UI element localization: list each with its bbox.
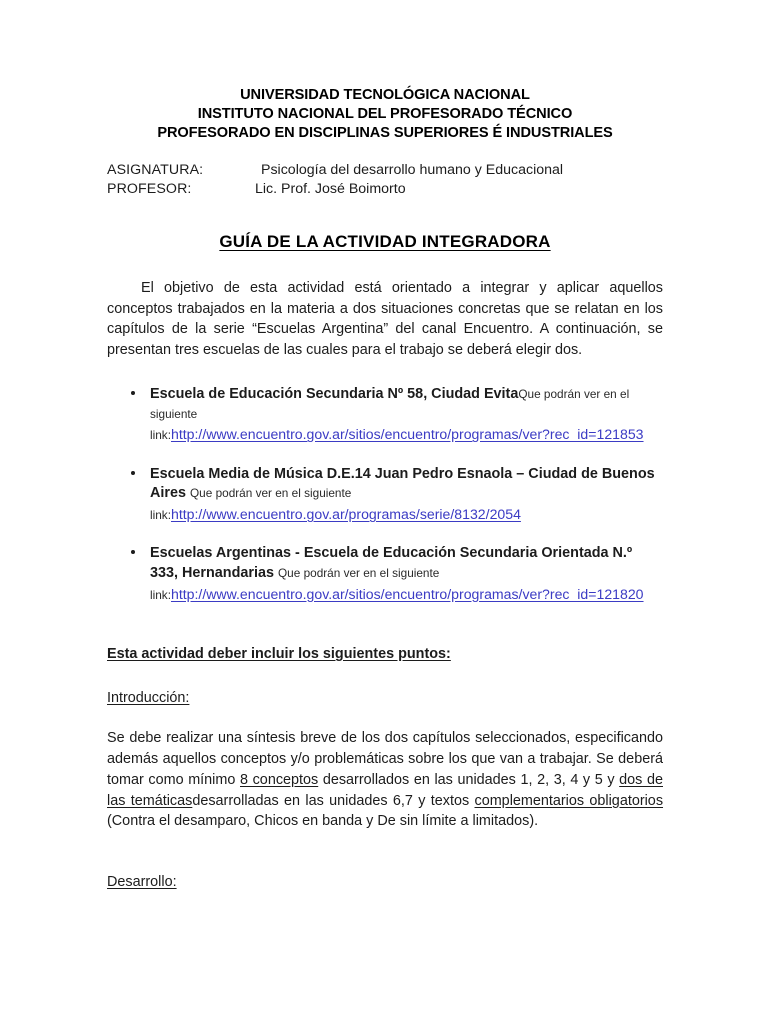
bullet-icon — [131, 550, 135, 554]
institution-header-line-3: PROFESORADO EN DISCIPLINAS SUPERIORES É INDUSTRIALES — [157, 124, 613, 141]
school-note: Que podrán ver en el siguiente — [190, 486, 352, 501]
professor-value: Lic. Prof. José Boimorto — [255, 180, 406, 197]
introduction-heading — [107, 690, 663, 706]
introduction-body-part-4: (Contra el desamparo, Chicos en banda y De sin límite a limitados). — [107, 813, 539, 830]
development-heading-text: Desarrollo: — [107, 874, 177, 891]
link-label: link: — [150, 428, 171, 443]
school-link[interactable]: http://www.encuentro.gov.ar/programas/serie/8132/2054 — [170, 505, 521, 522]
page-title — [107, 232, 663, 252]
link-label: link: — [150, 587, 171, 602]
link-label: link: — [150, 507, 171, 522]
introduction-emphasis-tematicas: dos de las temáticas — [107, 771, 663, 809]
school-note: Que podrán ver en el siguiente — [150, 387, 630, 421]
subject-label: ASIGNATURA: — [107, 161, 204, 178]
institution-header-line-1: UNIVERSIDAD TECNOLÓGICA NACIONAL — [240, 87, 530, 103]
subject-value: Psicología del desarrollo humano y Educacional — [261, 161, 564, 178]
introduction-emphasis-complementarios: complementarios obligatorios — [474, 792, 664, 809]
introduction-emphasis-concepts: 8 conceptos — [240, 771, 319, 788]
requirements-heading — [107, 646, 663, 662]
school-list — [107, 385, 663, 604]
document-content — [107, 86, 663, 890]
school-link-line — [150, 505, 663, 524]
professor-row — [107, 180, 663, 199]
list-item — [107, 544, 663, 604]
introduction-body-part-2: desarrollados en las unidades 1, 2, 3, 4 y 5 y — [318, 771, 620, 788]
school-name: Escuela de Educación Secundaria Nº 58, Ciudad Evita — [150, 386, 519, 403]
intro-paragraph: El objetivo de esta actividad está orientado a integrar y aplicar aquellos conceptos trabajados en la materia a dos situaciones concretas que se relatan en los capítulos de la serie “Escuelas Argentina” del canal Encuentro. A continuación, se presentan tres escuelas de las cuales para el trabajo se deberá elegir dos. — [107, 279, 663, 359]
introduction-body — [107, 728, 663, 832]
professor-label: PROFESOR: — [107, 180, 192, 197]
school-link-line — [150, 425, 663, 444]
institution-header — [107, 86, 663, 143]
introduction-heading-text: Introducción: — [107, 689, 190, 706]
subject-row — [107, 161, 663, 180]
bullet-icon — [131, 471, 135, 475]
introduction-body-part-3: desarrolladas en las unidades 6,7 y textos — [192, 792, 475, 809]
school-note: Que podrán ver en el siguiente — [278, 565, 440, 580]
list-item — [107, 465, 663, 525]
page-title-text: GUÍA DE LA ACTIVIDAD INTEGRADORA — [219, 231, 551, 251]
introduction-body-part-1: Se debe realizar una síntesis breve de los dos capítulos seleccionados, especificando además aquellos conceptos y/o problemáticas sobre los que van a trabajar. Se deberá tomar como mínimo — [107, 729, 663, 788]
institution-header-line-2: INSTITUTO NACIONAL DEL PROFESORADO TÉCNICO — [197, 105, 573, 122]
requirements-heading-text: Esta actividad deber incluir los siguientes puntos: — [107, 645, 451, 662]
school-link[interactable]: http://www.encuentro.gov.ar/sitios/encuentro/programas/ver?rec_id=121853 — [170, 426, 644, 443]
school-name: Escuelas Argentinas - Escuela de Educación Secundaria Orientada N.º 333, Hernandarias — [150, 545, 633, 581]
course-meta — [107, 161, 663, 199]
bullet-icon — [131, 391, 135, 395]
development-heading — [107, 874, 663, 890]
school-link[interactable]: http://www.encuentro.gov.ar/sitios/encuentro/programas/ver?rec_id=121820 — [170, 585, 644, 602]
school-name: Escuela Media de Música D.E.14 Juan Pedro Esnaola – Ciudad de Buenos Aires — [150, 465, 655, 502]
school-link-line — [150, 585, 663, 604]
list-item — [107, 385, 663, 445]
